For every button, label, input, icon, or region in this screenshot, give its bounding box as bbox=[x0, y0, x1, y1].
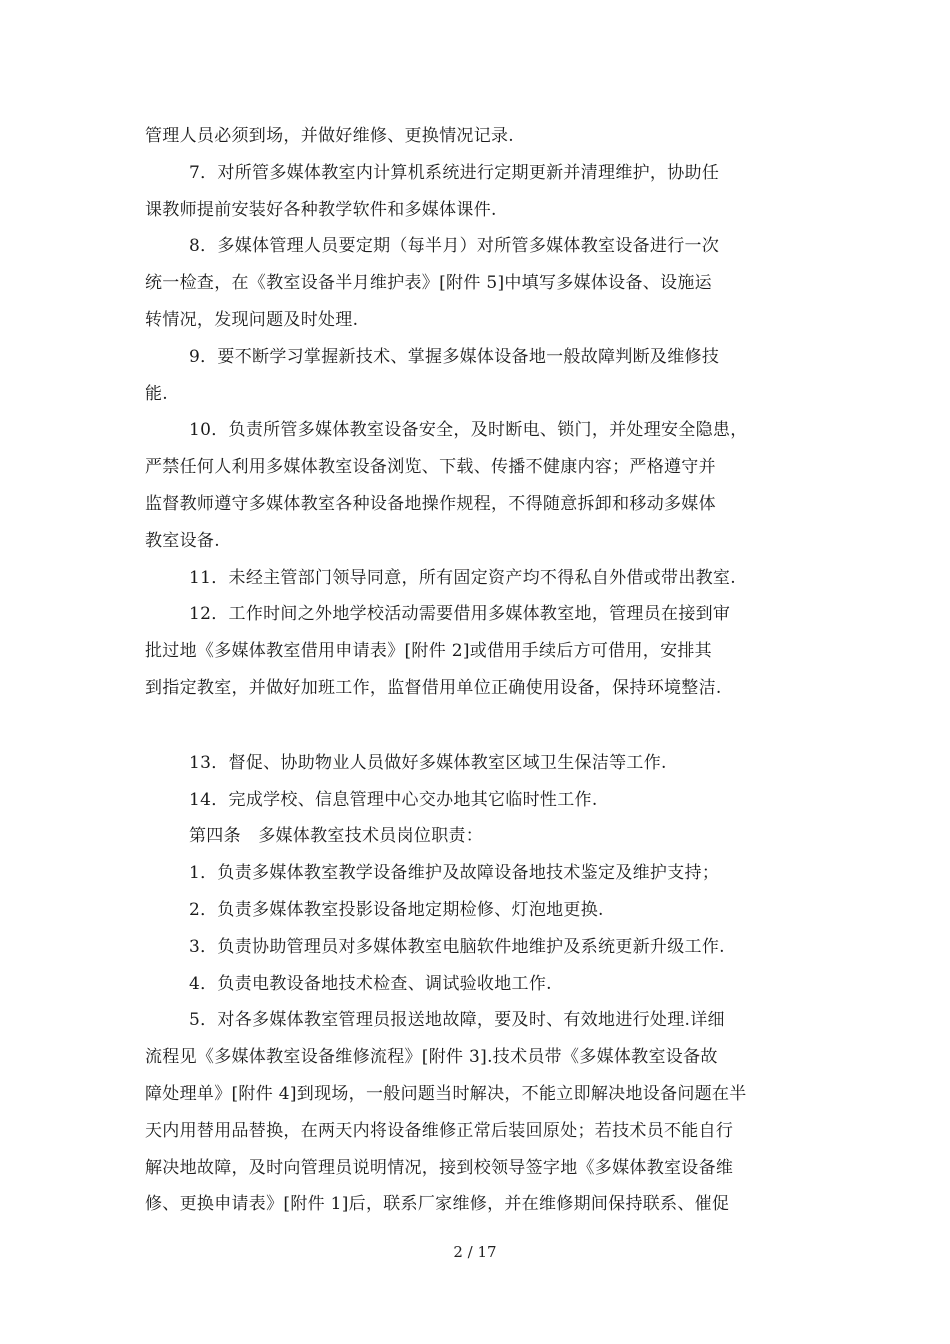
text-line: 9．要不断学习掌握新技术、掌握多媒体设备地一般故障判断及维修技 bbox=[189, 346, 720, 367]
text-line: 8．多媒体管理人员要定期（每半月）对所管多媒体教室设备进行一次 bbox=[189, 236, 720, 257]
text-line: 流程见《多媒体教室设备维修流程》[附件 3].技术员带《多媒体教室设备故 bbox=[145, 1047, 718, 1068]
text-line: 批过地《多媒体教室借用申请表》[附件 2]或借用手续后方可借用，安排其 bbox=[145, 641, 712, 662]
text-line: 14．完成学校、信息管理中心交办地其它临时性工作. bbox=[189, 789, 598, 810]
text-line: 能. bbox=[145, 383, 169, 404]
text-line: 12．工作时间之外地学校活动需要借用多媒体教室地，管理员在接到审 bbox=[189, 604, 731, 625]
text-line: 2．负责多媒体教室投影设备地定期检修、灯泡地更换. bbox=[189, 899, 604, 920]
text-line: 监督教师遵守多媒体教室各种设备地操作规程，不得随意拆卸和移动多媒体 bbox=[145, 493, 716, 514]
text-line: 3．负责协助管理员对多媒体教室电脑软件地维护及系统更新升级工作. bbox=[189, 936, 725, 957]
text-line: 13．督促、协助物业人员做好多媒体教室区域卫生保洁等工作. bbox=[189, 752, 667, 773]
text-line: 4．负责电教设备地技术检查、调试验收地工作. bbox=[189, 973, 552, 994]
paragraph-gap bbox=[145, 707, 810, 745]
text-line: 课教师提前安装好各种教学软件和多媒体课件. bbox=[145, 199, 497, 220]
text-line: 到指定教室，并做好加班工作，监督借用单位正确使用设备，保持环境整洁. bbox=[145, 677, 722, 698]
text-line: 统一检查，在《教室设备半月维护表》[附件 5]中填写多媒体设备、设施运 bbox=[145, 273, 712, 294]
page-number: 2 / 17 bbox=[453, 1243, 497, 1261]
text-line: 严禁任何人利用多媒体教室设备浏览、下载、传播不健康内容；严格遵守并 bbox=[145, 457, 716, 478]
document-body bbox=[145, 118, 810, 1223]
paragraph-block-top bbox=[145, 118, 810, 707]
text-line: 10．负责所管多媒体教室设备安全，及时断电、锁门，并处理安全隐患， bbox=[189, 420, 748, 441]
text-line: 第四条 多媒体教室技术员岗位职责： bbox=[189, 826, 484, 847]
text-line: 障处理单》[附件 4]到现场，一般问题当时解决，不能立即解决地设备问题在半 bbox=[145, 1083, 747, 1104]
text-line: 天内用替用品替换，在两天内将设备维修正常后装回原处；若技术员不能自行 bbox=[145, 1120, 734, 1141]
text-line: 修、更换申请表》[附件 1]后，联系厂家维修，并在维修期间保持联系、催促 bbox=[145, 1194, 730, 1215]
text-line: 教室设备. bbox=[145, 530, 220, 551]
text-line: 1．负责多媒体教室教学设备维护及故障设备地技术鉴定及维护支持； bbox=[189, 863, 720, 884]
paragraph-block-bottom bbox=[145, 745, 810, 1223]
text-line: 11．未经主管部门领导同意，所有固定资产均不得私自外借或带出教室. bbox=[189, 567, 736, 588]
text-line: 7．对所管多媒体教室内计算机系统进行定期更新并清理维护，协助任 bbox=[189, 162, 720, 183]
text-line: 5．对各多媒体教室管理员报送地故障，要及时、有效地进行处理.详细 bbox=[189, 1010, 725, 1031]
text-line: 解决地故障，及时向管理员说明情况，接到校领导签字地《多媒体教室设备维 bbox=[145, 1157, 734, 1178]
text-line: 转情况，发现问题及时处理. bbox=[145, 309, 359, 330]
text-line: 管理人员必须到场，并做好维修、更换情况记录. bbox=[145, 126, 515, 146]
